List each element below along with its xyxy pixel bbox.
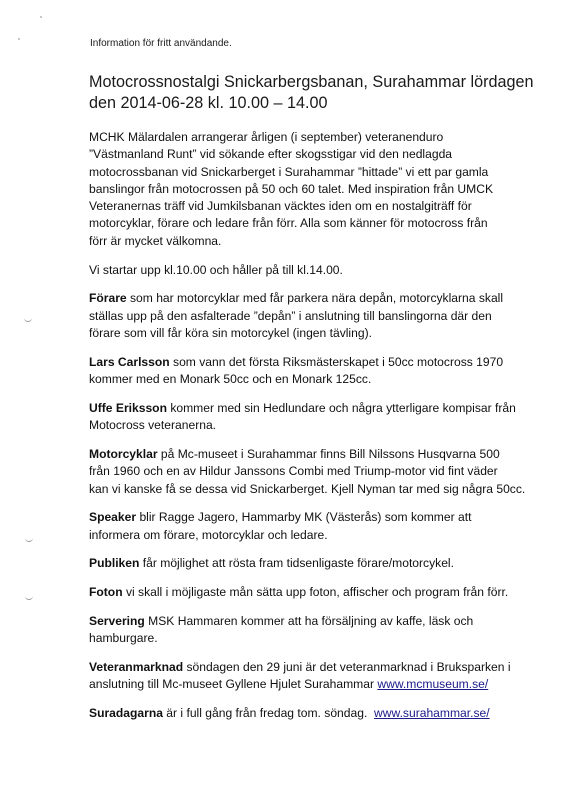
publiken-text: får möjlighet att rösta fram tidsenligaste förare/motorcykel. <box>139 556 454 571</box>
speaker-text: blir Ragge Jagero, Hammarby MK (Västerås) som kommer att <box>136 510 472 525</box>
intro-line: MCHK Mälardalen arrangerar årligen (i september) veteranenduro <box>89 130 444 144</box>
uffe-text: kommer med sin Hedlundare och några ytterligare kompisar från <box>166 400 516 415</box>
suradagarna-paragraph <box>89 705 559 722</box>
forare-paragraph <box>89 290 559 342</box>
publiken-paragraph <box>89 555 559 572</box>
title-line-1: Motocrossnostalgi Snickarbergsbanan, Surahammar lördagen <box>89 73 534 91</box>
start-time-text: Vi startar upp kl.10.00 och håller på till kl.14.00. <box>89 262 343 277</box>
forare-heading: Förare <box>89 291 127 306</box>
uffe-text: Motocross veteranerna. <box>89 418 217 433</box>
forare-text: förare som vill får köra sin motorcykel (ingen tävling). <box>89 325 372 340</box>
lars-heading: Lars Carlsson <box>89 354 170 369</box>
foton-text: vi skall i möjligaste mån sätta upp foton, affischer och program från förr. <box>122 585 509 600</box>
surahammar-link[interactable]: www.surahammar.se/ <box>374 706 490 721</box>
motorcyklar-heading: Motorcyklar <box>89 446 158 461</box>
veteranmarknad-text: söndagen den 29 juni är det veteranmarknad i Bruksparken i <box>183 660 511 675</box>
foton-paragraph <box>89 584 559 601</box>
intro-line: motorcyklar, förare och ledare från förr. Alla som känner för motocross från <box>89 216 488 231</box>
speaker-paragraph <box>89 509 559 544</box>
veteranmarknad-heading: Veteranmarknad <box>89 660 184 675</box>
veteranmarknad-text: anslutning till Mc-museet Gyllene Hjulet Surahammar <box>89 677 378 692</box>
servering-paragraph <box>89 613 559 648</box>
document-body <box>89 129 559 734</box>
intro-line: motocrossbanan vid Snickarberget i Surahammar ”hittade” vi ett par gamla <box>89 164 489 179</box>
lars-paragraph <box>89 354 559 389</box>
title-line-2: den 2014-06-28 kl. 10.00 – 14.00 <box>89 94 328 112</box>
scan-speck <box>18 38 20 40</box>
forare-text: ställas upp på den asfalterade ”depån” i anslutning till banslingorna där den <box>89 308 492 323</box>
scan-speck <box>40 16 42 18</box>
intro-line: banslingor från motocrossen på 50 och 60 talet. Med inspiration från UMCK <box>89 181 494 196</box>
servering-text: hamburgare. <box>89 631 158 646</box>
speaker-text: informera om förare, motorcyklar och ledare. <box>89 527 328 542</box>
publiken-heading: Publiken <box>89 556 140 571</box>
start-time-paragraph <box>89 262 559 279</box>
motorcyklar-text: kan vi kanske få se dessa vid Snickarberget. Kjell Nyman tar med sig några 50cc. <box>89 481 526 496</box>
margin-mark <box>25 596 33 600</box>
motorcyklar-text: på Mc-museet i Surahammar finns Bill Nilssons Husqvarna 500 <box>157 446 500 461</box>
margin-mark <box>24 318 32 322</box>
intro-line: Veteranernas träff vid Jumkilsbanan väcktes iden om en nostalgiträff för <box>89 199 472 214</box>
intro-paragraph <box>89 129 559 250</box>
page-title <box>89 72 559 114</box>
forare-text: som har motorcyklar med får parkera nära depån, motorcyklarna skall <box>126 291 504 306</box>
uffe-paragraph <box>89 400 559 435</box>
intro-line: ”Västmanland Runt” vid sökande efter skogsstigar vid den nedlagda <box>89 147 453 162</box>
motorcyklar-paragraph <box>89 446 559 498</box>
uffe-heading: Uffe Eriksson <box>89 400 167 415</box>
servering-heading: Servering <box>89 614 145 629</box>
suradagarna-text: är i full gång från fredag tom. söndag. <box>162 706 375 721</box>
mcmuseum-link[interactable]: www.mcmuseum.se/ <box>377 677 489 692</box>
usage-note: Information för fritt användande. <box>90 38 232 49</box>
veteranmarknad-paragraph <box>89 659 559 694</box>
servering-text: MSK Hammaren kommer att ha försäljning av kaffe, läsk och <box>144 614 474 629</box>
intro-line: förr är mycket välkomna. <box>89 233 222 248</box>
margin-mark <box>25 538 33 542</box>
speaker-heading: Speaker <box>89 510 137 525</box>
lars-text: som vann det första Riksmästerskapet i 50cc motocross 1970 <box>169 354 504 369</box>
suradagarna-heading: Suradagarna <box>89 706 163 721</box>
lars-text: kommer med en Monark 50cc och en Monark 125cc. <box>89 372 372 387</box>
motorcyklar-text: från 1960 och en av Hildur Janssons Combi med Triump-motor vid fint väder <box>89 464 498 479</box>
foton-heading: Foton <box>89 585 123 600</box>
